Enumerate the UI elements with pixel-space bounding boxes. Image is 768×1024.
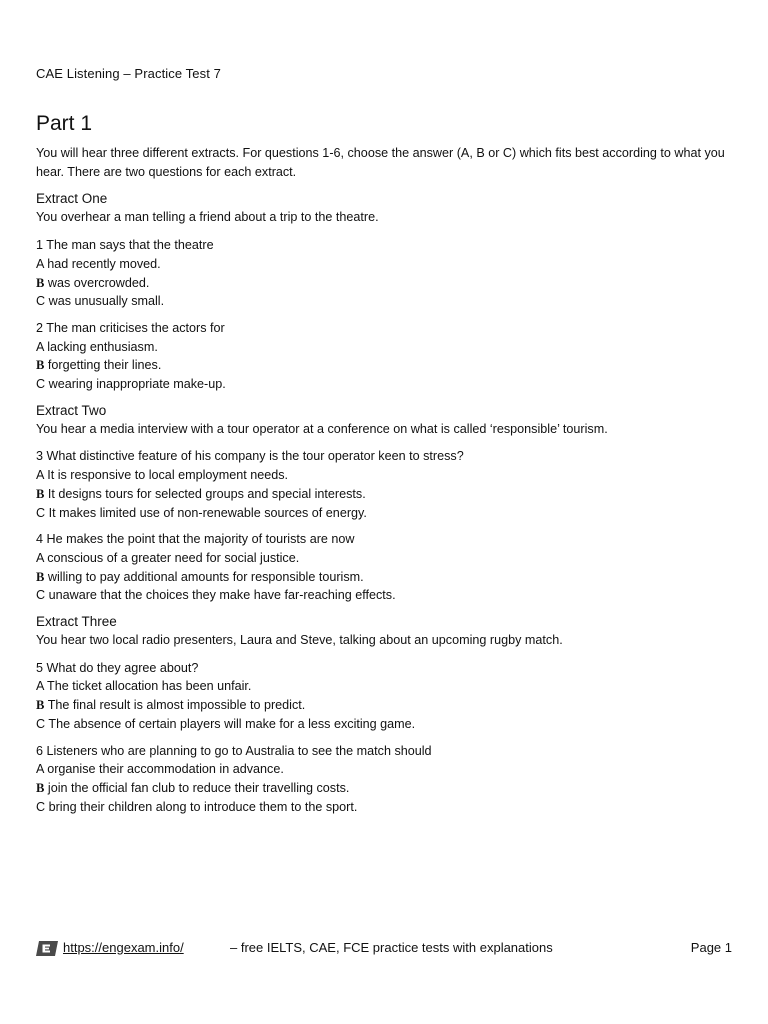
question-text: 6 Listeners who are planning to go to Australia to see the match should bbox=[36, 743, 432, 758]
option-a bbox=[36, 466, 736, 485]
extract-title: Extract Three bbox=[36, 614, 117, 630]
part-title: Part 1 bbox=[36, 112, 93, 135]
option-letter: B bbox=[36, 698, 45, 713]
option-c bbox=[36, 292, 736, 311]
document-title: CAE Listening – Practice Test 7 bbox=[36, 66, 221, 81]
option-b bbox=[36, 485, 736, 504]
option-letter: A bbox=[36, 256, 44, 271]
option-text: The absence of certain players will make for a less exciting game. bbox=[48, 716, 416, 731]
option-c bbox=[36, 375, 736, 394]
instructions: You will hear three different extracts. For questions 1-6, choose the answer (A, B or C) which fits best according to what you hear. There are two questions for each extract. bbox=[36, 146, 725, 179]
option-text: wearing inappropriate make-up. bbox=[48, 377, 226, 392]
option-letter: C bbox=[36, 716, 46, 731]
option-letter: B bbox=[36, 358, 45, 373]
question-6 bbox=[36, 742, 736, 817]
option-letter: B bbox=[36, 275, 45, 290]
option-c bbox=[36, 715, 736, 734]
option-letter: C bbox=[36, 505, 46, 520]
option-a bbox=[36, 677, 736, 696]
option-text: willing to pay additional amounts for responsible tourism. bbox=[47, 569, 364, 584]
option-text: It is responsive to local employment needs. bbox=[47, 468, 289, 483]
option-text: forgetting their lines. bbox=[47, 358, 162, 373]
option-text: The ticket allocation has been unfair. bbox=[47, 679, 252, 694]
question-text: 2 The man criticises the actors for bbox=[36, 320, 225, 335]
engexam-link[interactable]: https://engexam.info/ bbox=[63, 940, 184, 955]
option-text: It designs tours for selected groups and special interests. bbox=[47, 486, 366, 501]
question-text: 1 The man says that the theatre bbox=[36, 238, 214, 253]
option-text: The final result is almost impossible to predict. bbox=[47, 698, 306, 713]
option-text: conscious of a greater need for social justice. bbox=[47, 550, 300, 565]
question-text: 3 What distinctive feature of his company is the tour operator keen to stress? bbox=[36, 449, 464, 464]
option-text: was unusually small. bbox=[48, 294, 165, 309]
option-text: bring their children along to introduce them to the sport. bbox=[48, 799, 358, 814]
question-2 bbox=[36, 319, 736, 394]
option-text: had recently moved. bbox=[47, 256, 161, 271]
option-letter: C bbox=[36, 588, 46, 603]
option-text: was overcrowded. bbox=[47, 275, 150, 290]
option-letter: A bbox=[36, 679, 44, 694]
option-letter: C bbox=[36, 799, 46, 814]
option-letter: B bbox=[36, 486, 45, 501]
page-number: Page 1 bbox=[690, 940, 732, 955]
extract-scenario: You hear two local radio presenters, Laura and Steve, talking about an upcoming rugby match. bbox=[36, 633, 563, 648]
option-b bbox=[36, 274, 736, 293]
option-letter: C bbox=[36, 377, 46, 392]
question-4 bbox=[36, 530, 736, 605]
extract-title: Extract Two bbox=[36, 402, 107, 418]
extract-two bbox=[36, 402, 736, 439]
option-b bbox=[36, 568, 736, 587]
question-1 bbox=[36, 236, 736, 311]
option-b bbox=[36, 696, 736, 715]
option-a bbox=[36, 760, 736, 779]
option-letter: A bbox=[36, 339, 44, 354]
page-footer bbox=[36, 940, 732, 958]
option-a bbox=[36, 255, 736, 274]
option-c bbox=[36, 798, 736, 817]
option-b bbox=[36, 356, 736, 375]
option-letter: C bbox=[36, 294, 46, 309]
option-letter: A bbox=[36, 468, 44, 483]
option-a bbox=[36, 338, 736, 357]
option-c bbox=[36, 504, 736, 523]
extract-scenario: You hear a media interview with a tour operator at a conference on what is called ‘responsible’ tourism. bbox=[36, 421, 608, 436]
option-text: organise their accommodation in advance. bbox=[47, 762, 284, 777]
option-text: join the official fan club to reduce their travelling costs. bbox=[47, 780, 350, 795]
extract-scenario: You overhear a man telling a friend about a trip to the theatre. bbox=[36, 210, 379, 225]
extract-title: Extract One bbox=[36, 191, 108, 207]
extract-one bbox=[36, 190, 736, 227]
option-text: It makes limited use of non-renewable sources of energy. bbox=[48, 505, 367, 520]
option-text: unaware that the choices they make have far-reaching effects. bbox=[48, 588, 396, 603]
option-text: lacking enthusiasm. bbox=[47, 339, 158, 354]
option-letter: B bbox=[36, 780, 45, 795]
engexam-logo-icon bbox=[36, 941, 58, 956]
extract-three bbox=[36, 613, 736, 650]
option-c bbox=[36, 586, 736, 605]
question-3 bbox=[36, 447, 736, 522]
footer-tagline: – free IELTS, CAE, FCE practice tests with explanations bbox=[230, 940, 553, 955]
option-b bbox=[36, 779, 736, 798]
option-letter: A bbox=[36, 762, 44, 777]
content bbox=[36, 144, 736, 824]
option-letter: B bbox=[36, 569, 45, 584]
option-letter: A bbox=[36, 550, 44, 565]
option-a bbox=[36, 549, 736, 568]
question-text: 5 What do they agree about? bbox=[36, 660, 199, 675]
question-5 bbox=[36, 659, 736, 734]
question-text: 4 He makes the point that the majority of tourists are now bbox=[36, 532, 355, 547]
